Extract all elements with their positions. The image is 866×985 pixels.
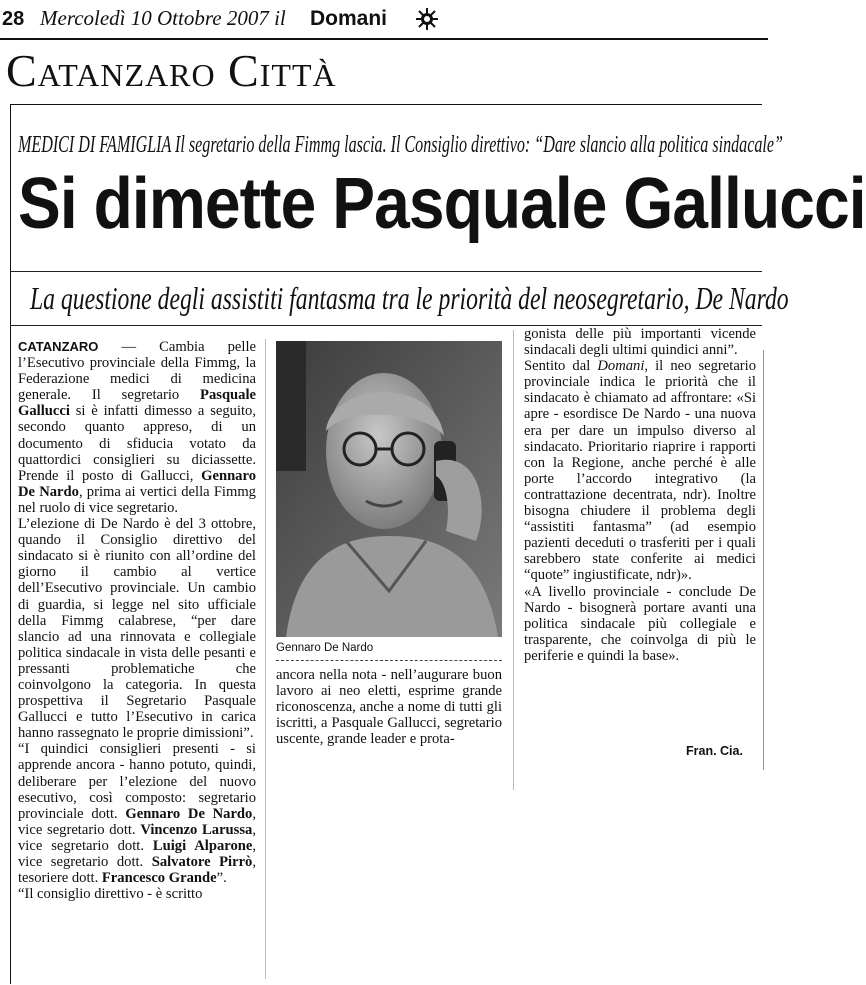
column-3-text [524, 326, 756, 664]
italic-text: Domani [597, 358, 645, 375]
subheadline: La questione degli assistiti fantasma tra le priorità del neosegretario, De Nardo [30, 280, 789, 316]
sun-logo-icon [415, 7, 439, 31]
bold-name: Pasquale Gallucci [18, 387, 256, 420]
masthead-rule [0, 38, 768, 40]
newspaper-name: Domani [310, 7, 388, 30]
text-run: si è infatti dimesso a seguito, secondo quanto appreso, di un documento di sfiducia votato da quattordici consiglieri su diciassette. Prende il posto di Gallucci, [18, 403, 256, 484]
caption-rule [276, 660, 502, 661]
photo-caption: Gennaro De Nardo [276, 642, 374, 654]
column-divider [265, 339, 266, 979]
author-signature: Fran. Cia. [686, 744, 743, 758]
bold-name: Vincenzo Larussa [140, 821, 253, 838]
portrait-image [276, 341, 502, 637]
column-1-text [18, 339, 256, 902]
headline: Si dimette Pasquale Gallucci [18, 164, 866, 244]
text-run: , vice segretario dott. [18, 805, 256, 838]
page-number: 28 [2, 8, 25, 30]
column-divider [513, 330, 514, 790]
article-column-1 [18, 339, 256, 902]
text-run: , prima ai vertici della Fimmg nel ruolo di vice segretario. [18, 483, 256, 516]
bold-name: Luigi Alparone [152, 837, 253, 854]
section-rule [10, 104, 762, 105]
text-run: , vice segretario dott. [18, 837, 257, 870]
article-column-3 [524, 326, 756, 664]
section-title: Catanzaro Città [6, 45, 337, 96]
frame-left-rule [10, 104, 11, 984]
portrait-photo [276, 341, 502, 637]
kicker: MEDICI DI FAMIGLIA Il segretario della Fimmg lascia. Il Consiglio direttivo: “Dare slancio alla politica sindacale” [18, 132, 783, 158]
text-run: , tesoriere dott. [18, 854, 257, 887]
masthead [0, 0, 768, 40]
text-run: “I quindici consiglieri presenti - si apprende ancora - hanno potuto, quindi, deliberare per l’elezione del nuovo esecutivo, così composto: segretario provinciale dott. [18, 741, 256, 822]
text-run: , il neo segretario provinciale indica le priorità che il sindacato è chiamato ad affrontare: «Si apre - esordisce De Nardo - una nuova era per dare un impulso diverso al sindacato. Prioritario riaprire i rapporti con la Regione, anche perché è alle porte l’accordo integrativo (la contrattazione decentrata, ndr). Inoltre bisogna chiudere il problema degli “assistiti fantasma” (ad esempio pazienti deceduti o trasferiti per i quali sarebbero state conferite ai medici “quote” ingiustificate, ndr)». [524, 358, 757, 584]
text-run: , vice segretario dott. [18, 821, 256, 854]
subhead-rule-top [10, 271, 762, 272]
issue-date: Mercoledì 10 Ottobre 2007 il [40, 6, 286, 30]
column-divider [763, 350, 764, 770]
text-run: L’elezione di De Nardo è del 3 ottobre, quando il Consiglio direttivo del sindacato si è riunito con all’ordine del giorno il cambio al vertice dell’Esecutivo provinciale. Un cambio di guardia, si legge nel sito ufficiale della Fimmg calabrese, “per dare slancio ad una rinnovata e collegiale politica sindacale in vista delle pesanti e pressanti problematiche che coinvolgono la categoria. In questa prospettiva il Segretario Pasquale Gallucci e tutto l’Esecutivo in carica hanno rassegnato le proprie dimissioni”. [18, 516, 256, 742]
text-run: Sentito dal [524, 358, 598, 375]
bold-name: Gennaro De Nardo [125, 805, 253, 822]
text-run: “Il consiglio direttivo - è scritto [18, 886, 203, 903]
dateline: CATANZARO [18, 339, 99, 354]
text-run: ”. [216, 870, 227, 887]
bold-name: Salvatore Pirrò [151, 854, 253, 870]
bold-name: Gennaro De Nardo [18, 467, 256, 500]
article-column-2 [276, 667, 502, 747]
text-run: gonista delle più importanti vicende sindacali degli ultimi quindici anni”. [524, 326, 756, 359]
bold-name: Francesco Grande [101, 870, 217, 887]
text-run: ancora nella nota - nell’augurare buon lavoro ai neo eletti, esprime grande riconoscenza, anche a nome di tutti gli iscritti, a Pasquale Gallucci, segretario uscente, grande leader e prota- [276, 667, 502, 748]
column-2-text [276, 667, 502, 747]
text-run: «A livello provinciale - conclude De Nardo - bisognerà portare avanti una politica sindacale più collegiale e trasparente, che coinvolga di più le periferie e quindi la base». [524, 583, 756, 664]
text-run: — Cambia pelle l’Esecutivo provinciale della Fimmg, la Federazione medici di medicina generale. Il segretario [18, 339, 256, 404]
